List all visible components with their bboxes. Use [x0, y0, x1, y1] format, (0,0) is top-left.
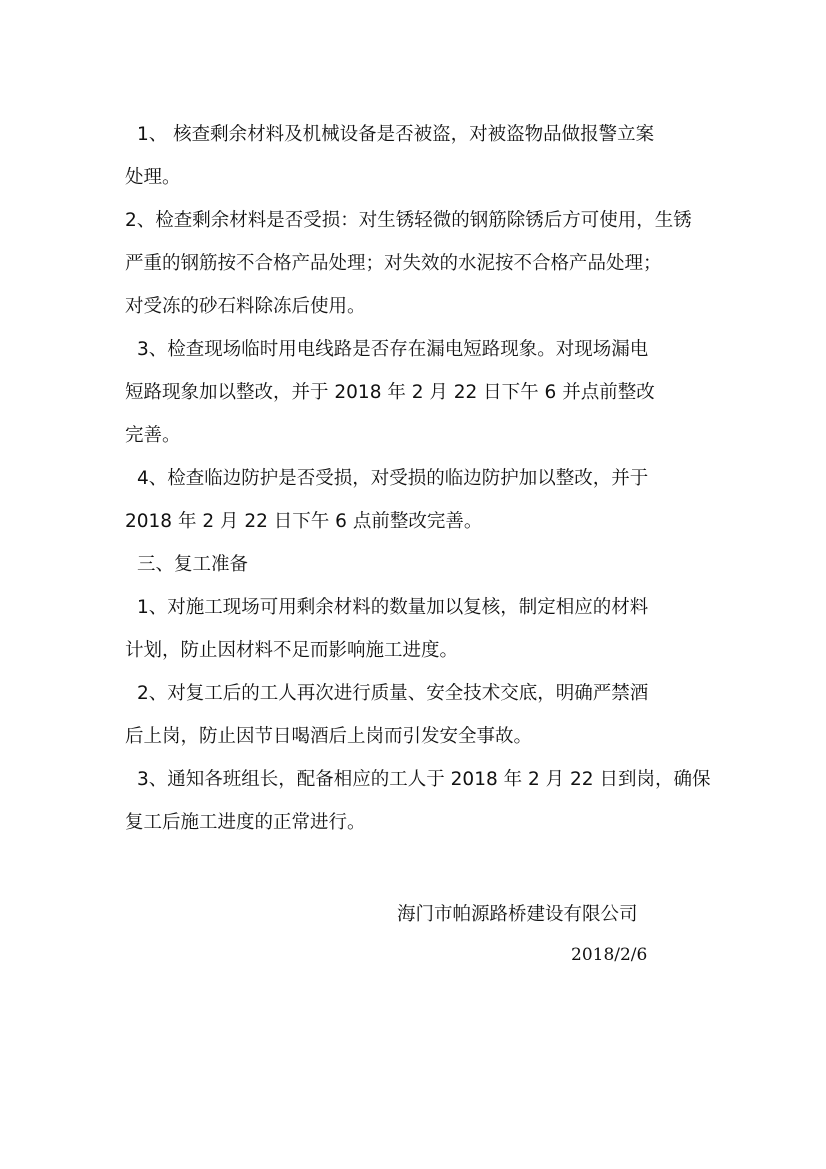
- paragraph-line: 4、检查临边防护是否受损，对受损的临边防护加以整改，并于: [137, 468, 649, 489]
- paragraph-line: 2、检查剩余材料是否受损：对生锈轻微的钢筋除锈后方可使用，生锈: [125, 210, 692, 231]
- paragraph-line: 3、通知各班组长，配备相应的工人于 2018 年 2 月 22 日到岗，确保: [137, 769, 711, 790]
- paragraph-line: 短路现象加以整改，并于 2018 年 2 月 22 日下午 6 并点前整改: [125, 382, 655, 403]
- company-signature: 海门市帕源路桥建设有限公司: [397, 904, 638, 925]
- paragraph-line: 2、对复工后的工人再次进行质量、安全技术交底，明确严禁酒: [137, 683, 649, 704]
- paragraph-line: 复工后施工进度的正常进行。: [125, 812, 366, 833]
- paragraph-line: 完善。: [125, 425, 181, 446]
- paragraph-line: 严重的钢筋按不合格产品处理；对失效的水泥按不合格产品处理；: [125, 253, 662, 274]
- paragraph-line: 后上岗，防止因节日喝酒后上岗而引发安全事故。: [125, 726, 533, 747]
- paragraph-line: 计划，防止因材料不足而影响施工进度。: [125, 640, 459, 661]
- paragraph-line: 处理。: [125, 167, 181, 188]
- paragraph-line: 3、检查现场临时用电线路是否存在漏电短路现象。对现场漏电: [137, 339, 649, 360]
- section-heading: 三、复工准备: [137, 554, 249, 575]
- paragraph-line: 对受冻的砂石料除冻后使用。: [125, 296, 366, 317]
- paragraph-line: 2018 年 2 月 22 日下午 6 点前整改完善。: [125, 511, 483, 532]
- document-date: 2018/2/6: [571, 945, 648, 965]
- paragraph-line: 1、 核查剩余材料及机械设备是否被盗，对被盗物品做报警立案: [137, 124, 655, 145]
- paragraph-line: 1、对施工现场可用剩余材料的数量加以复核，制定相应的材料: [137, 597, 649, 618]
